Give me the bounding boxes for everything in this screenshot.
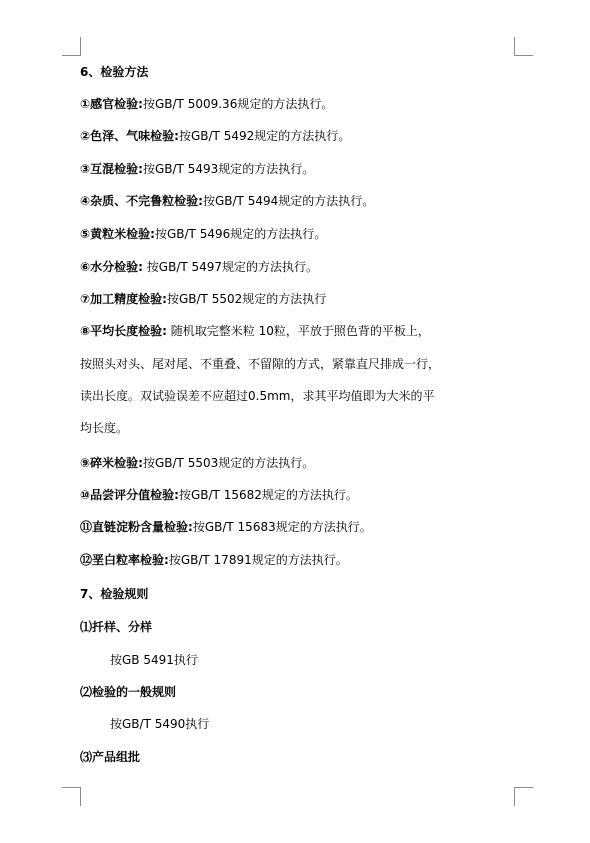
item-8-continuation: 均长度。 bbox=[80, 421, 129, 435]
item-text: 按GB/T 5492规定的方法执行。 bbox=[178, 129, 351, 143]
item-text: 按GB/T 17891规定的方法执行。 bbox=[168, 553, 348, 567]
item-label: 黄粒米检验: bbox=[90, 227, 155, 241]
list-item bbox=[80, 453, 314, 473]
list-item bbox=[80, 224, 326, 244]
section-7-heading: 7、检验规则 bbox=[80, 587, 149, 601]
subsection-title: ⑵检验的一般规则 bbox=[80, 685, 177, 699]
item-label: 色泽、气味检验: bbox=[90, 129, 179, 143]
item-label: 品尝评分值检验: bbox=[90, 488, 179, 502]
list-item bbox=[80, 289, 326, 309]
list-item bbox=[80, 517, 372, 537]
item-text: 按GB/T 5496规定的方法执行。 bbox=[154, 227, 327, 241]
list-item bbox=[80, 191, 374, 211]
item-label: 垩白粒率检验: bbox=[92, 553, 169, 567]
item-number: ⑥ bbox=[80, 260, 91, 274]
crop-mark-bottom-right bbox=[514, 787, 533, 806]
list-item bbox=[80, 159, 314, 179]
item-text: 按GB/T 15682规定的方法执行。 bbox=[178, 488, 358, 502]
crop-mark-top-right bbox=[514, 37, 533, 56]
item-text: 按GB/T 5494规定的方法执行。 bbox=[202, 194, 375, 208]
item-label: 互混检验: bbox=[90, 162, 143, 176]
section-6-heading: 6、检验方法 bbox=[80, 65, 149, 79]
subsection-text: 按GB 5491执行 bbox=[110, 653, 198, 667]
item-label: 碎米检验: bbox=[90, 456, 143, 470]
crop-mark-bottom-left bbox=[62, 787, 81, 806]
list-item bbox=[80, 126, 350, 146]
item-label: 水分检验: bbox=[90, 260, 143, 274]
list-item bbox=[80, 550, 348, 570]
item-text: 按GB/T 5493规定的方法执行。 bbox=[142, 162, 315, 176]
item-number: ③ bbox=[80, 162, 91, 176]
crop-mark-top-left bbox=[62, 37, 81, 56]
item-text: 按GB/T 5497规定的方法执行。 bbox=[142, 260, 319, 274]
item-label: 直链淀粉含量检验: bbox=[92, 520, 193, 534]
item-label: 加工精度检验: bbox=[90, 292, 167, 306]
subsection-title: ⑴扦样、分样 bbox=[80, 620, 153, 634]
item-8-continuation: 读出长度。双试验误差不应超过0.5mm，求其平均值即为大米的平 bbox=[80, 389, 435, 403]
item-label: 感官检验: bbox=[90, 97, 143, 111]
item-number: ⑤ bbox=[80, 227, 91, 241]
list-item bbox=[80, 321, 430, 341]
item-number: ⑦ bbox=[80, 292, 91, 306]
item-label: 平均长度检验: bbox=[90, 324, 167, 338]
item-number: ⑨ bbox=[80, 456, 91, 470]
subsection-text: 按GB/T 5490执行 bbox=[110, 717, 210, 731]
item-number: ⑩ bbox=[80, 488, 91, 502]
item-number: ② bbox=[80, 129, 91, 143]
list-item bbox=[80, 257, 318, 277]
item-text: 按GB/T 15683规定的方法执行。 bbox=[192, 520, 372, 534]
list-item bbox=[80, 94, 333, 114]
item-number: ① bbox=[80, 97, 91, 111]
item-text: 按GB/T 5503规定的方法执行。 bbox=[142, 456, 315, 470]
item-text: 按GB/T 5502规定的方法执行 bbox=[166, 292, 327, 306]
item-text: 随机取完整米粒 10粒，平放于照色背的平板上， bbox=[166, 324, 430, 338]
subsection-title: ⑶产品组批 bbox=[80, 750, 141, 764]
item-number: ⑪ bbox=[80, 520, 93, 534]
item-8-continuation: 按照头对头、尾对尾、不重叠、不留隙的方式，紧靠直尺排成一行， bbox=[80, 357, 441, 371]
item-number: ⑫ bbox=[80, 553, 93, 567]
item-number: ⑧ bbox=[80, 324, 91, 338]
item-label: 杂质、不完鲁粒检验: bbox=[90, 194, 203, 208]
list-item bbox=[80, 485, 358, 505]
item-number: ④ bbox=[80, 194, 91, 208]
item-text: 按GB/T 5009.36规定的方法执行。 bbox=[142, 97, 334, 111]
